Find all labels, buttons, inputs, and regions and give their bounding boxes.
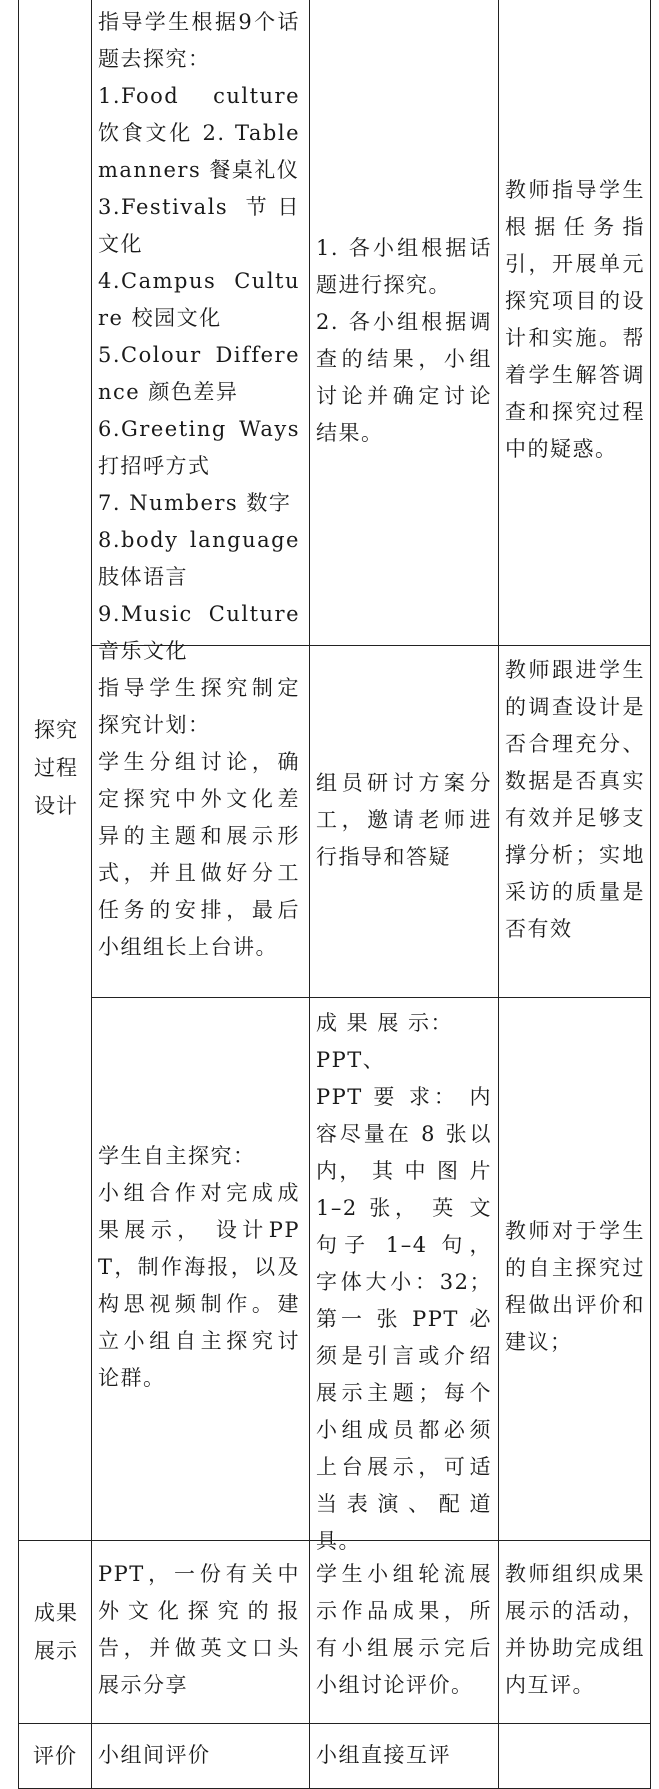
results-label [28,1540,84,1723]
plan-student-cell [316,765,492,876]
teacher-text: 教师对于学生的自主探究过程做出评价和建议； [505,1219,645,1354]
grid-line-col3 [498,0,499,1789]
results-student-cell [316,1556,492,1704]
evaluation-student-cell [316,1737,492,1774]
inquiry-label-text: 探究过程设计 [34,717,78,818]
topic-item: 6.Greeting Ways 打招呼方式 [98,417,300,478]
grid-line-row-plan-self [91,997,651,998]
plan-teacher-cell [505,652,645,948]
topic-item: 4.Campus Culture 校园文化 [98,269,300,330]
selfstudy-text: 小组合作对完成成果展示， 设计PPT，制作海报，以及构思视频制作。建立小组自主探究讨论群。 [98,1181,300,1390]
results-text: PPT，一份有关中外文化探究的报告，并做英文口头展示分享 [98,1562,300,1697]
grid-line-left [18,0,19,1789]
evaluation-content-cell [98,1737,300,1774]
student-text: 组员研讨方案分工，邀请老师进行指导和答疑 [316,771,492,869]
topic-item: 9.Music Culture 音乐文化 [98,602,300,663]
plan-content-cell [98,670,300,966]
selfstudy-student-cell [316,1005,492,1560]
selfstudy-student-ppt: PPT、 [316,1048,386,1072]
topics-teacher-cell [505,172,645,468]
selfstudy-heading: 学生自主探究： [98,1144,256,1168]
grid-line-col1 [91,0,92,1789]
plan-text: 学生分组讨论，确定探究中外文化差异的主题和展示形式，并且做好分工任务的安排，最后小组组长上台讲。 [98,750,300,959]
topic-item: 1.Food culture 饮食文化 2. Table manners 餐桌礼仪 [98,84,300,182]
evaluation-label-text: 评价 [33,1743,77,1768]
results-teacher-cell [505,1556,645,1704]
topics-intro: 指导学生根据9个话题去探究： [98,10,300,71]
results-content-cell [98,1556,300,1704]
topic-item: 8.body language 肢体语言 [98,528,300,589]
topic-item: 7. Numbers 数字 [98,491,292,515]
grid-line-col2 [309,0,310,1789]
inquiry-label [28,645,84,890]
selfstudy-teacher-cell [505,1213,645,1361]
grid-line-right [650,0,651,1789]
plan-heading: 指导学生探究制定探究计划： [98,676,300,737]
results-label-text: 成果展示 [34,1600,78,1663]
student-step: 1. 各小组根据话题进行探究。 [316,236,492,297]
topics-content-cell [98,4,300,670]
selfstudy-content-cell [98,1138,300,1397]
activity-table [18,0,651,1789]
results-teacher-text: 教师组织成果展示的活动，并协助完成组内互评。 [505,1562,645,1697]
student-step: 2. 各小组根据调查的结果，小组讨论并确定讨论结果。 [316,310,492,445]
evaluation-student-text: 小组直接互评 [316,1743,451,1767]
selfstudy-student-req: PPT 要 求： 内容尽量在 8 张以内， 其 中 图 片 1–2 张， 英 文 句子 1–4 句， 字体大小：32；第一 张 PPT 必 须是引言或介绍展示主题；每个小组成员都必须上台展示，可适当表演、配道具。 [316,1085,492,1553]
teacher-text: 教师跟进学生的调查设计是否合理充分、数据是否真实有效并足够支撑分析；实地采访的质量是否有效 [505,658,645,941]
topics-student-cell [316,230,492,452]
evaluation-text: 小组间评价 [98,1743,211,1767]
evaluation-label [20,1723,90,1788]
teacher-text: 教师指导学生根据任务指引，开展单元探究项目的设计和实施。帮着学生解答调查和探究过程中的疑惑。 [505,178,645,461]
grid-line-row-results-eval [18,1723,651,1724]
topic-item: 3.Festivals 节日文化 [98,195,300,256]
results-student-text: 学生小组轮流展示作品成果，所有小组展示完后小组讨论评价。 [316,1562,492,1697]
selfstudy-student-heading: 成 果 展 示： [316,1011,454,1035]
topic-item: 5.Colour Difference 颜色差异 [98,343,300,404]
